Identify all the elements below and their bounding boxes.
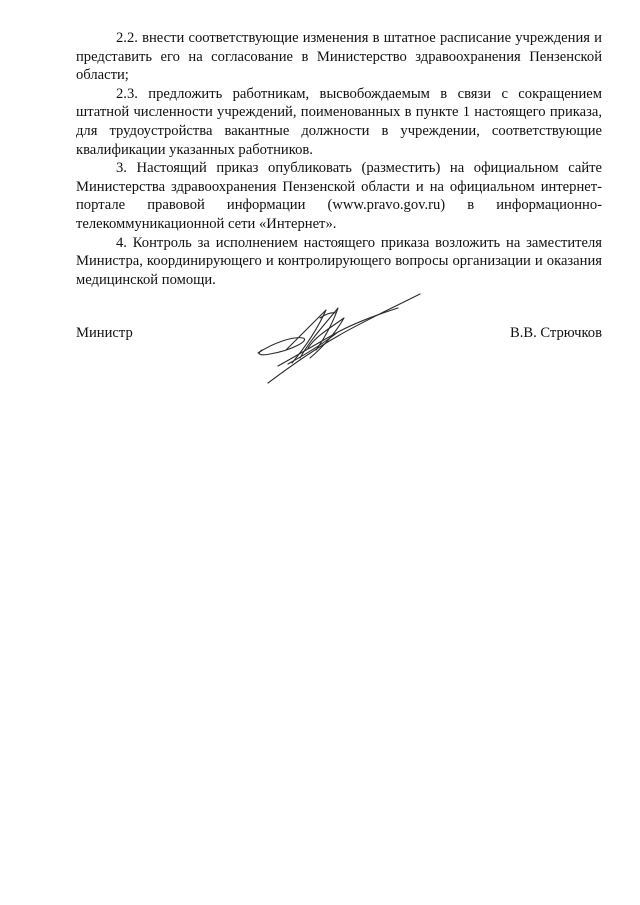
- signatory-position: Министр: [76, 325, 133, 341]
- paragraph-4: 4. Контроль за исполнением настоящего приказа возложить на заместителя Министра, координирующего и контролирующего вопросы организации и оказания медицинской помощи.: [76, 234, 602, 288]
- signatory-name: В.В. Стрючков: [509, 325, 602, 341]
- paragraph-2-3: 2.3. предложить работникам, высвобождаемым в связи с сокращением штатной численности учреждений, поименованных в пункте 1 настоящего приказа, для трудоустройства вакантные должности в учреждении, соответствующие квалификации указанных работников.: [76, 85, 602, 158]
- handwritten-signature: [248, 288, 428, 388]
- paragraph-3: 3. Настоящий приказ опубликовать (разместить) на официальном сайте Министерства здравоохранения Пензенской области и на официальном интернет-портале правовой информации (www.pravo.gov.ru) в информационно-телекоммуникационной сети «Интернет».: [76, 160, 602, 232]
- paragraph-2-2: 2.2. внести соответствующие изменения в штатное расписание учреждения и представить его на согласование в Министерство здравоохранения Пензенской области;: [76, 30, 602, 84]
- document-body: [76, 29, 602, 289]
